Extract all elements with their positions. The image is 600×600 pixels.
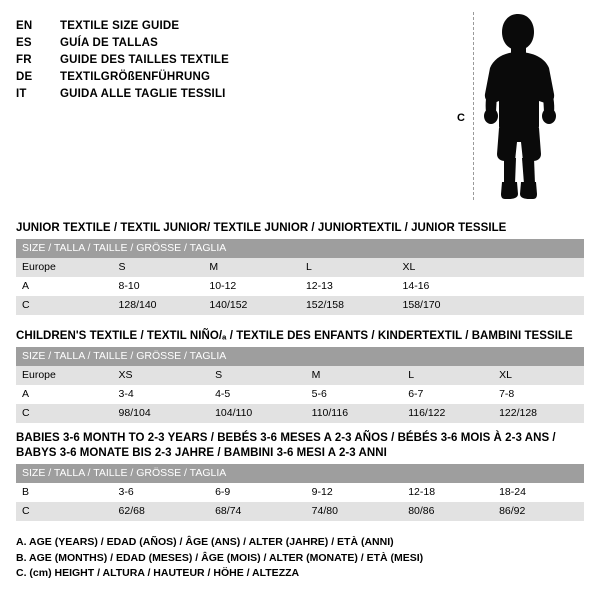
cell-value: 12-13 <box>300 277 397 296</box>
table-row <box>16 277 584 296</box>
cell-value: 122/128 <box>493 404 584 423</box>
column-label: S <box>209 366 306 385</box>
table-row <box>16 404 584 423</box>
cell-value: 80/86 <box>402 502 493 521</box>
language-code: DE <box>16 71 33 83</box>
language-code: ES <box>16 37 32 49</box>
cell-value: 152/158 <box>300 296 397 315</box>
section-babies-textile <box>16 431 584 521</box>
layout-spacer <box>16 423 584 431</box>
cell-value: 14-16 <box>397 277 494 296</box>
language-code: EN <box>16 20 33 32</box>
column-label: Europe <box>16 366 113 385</box>
column-label <box>493 258 584 277</box>
cell-value: 12-18 <box>402 483 493 502</box>
height-measure-label: C <box>457 112 465 124</box>
child-figure-illustration <box>455 8 595 204</box>
section-childrens-textile <box>16 329 584 423</box>
language-text: GUIDA ALLE TAGLIE TESSILI <box>60 88 226 100</box>
cell-value: 128/140 <box>113 296 204 315</box>
cell-value: 110/116 <box>306 404 403 423</box>
table-row <box>16 296 584 315</box>
child-silhouette-icon <box>475 8 585 204</box>
cell-value: 74/80 <box>306 502 403 521</box>
cell-value: 3-6 <box>113 483 210 502</box>
cell-value: 68/74 <box>209 502 306 521</box>
table-row <box>16 366 584 385</box>
row-label: C <box>16 296 113 315</box>
column-label: L <box>300 258 397 277</box>
legend-block <box>16 535 584 582</box>
language-text: TEXTILE SIZE GUIDE <box>60 20 180 32</box>
cell-value: 104/110 <box>209 404 306 423</box>
column-label: L <box>402 366 493 385</box>
section-title: JUNIOR TEXTILE / TEXTIL JUNIOR/ TEXTILE JUNIOR / JUNIORTEXTIL / JUNIOR TESSILE <box>16 222 507 234</box>
row-label: C <box>16 404 113 423</box>
column-label: XS <box>113 366 210 385</box>
table-header-label: SIZE / TALLA / TAILLE / GRÖSSE / TAGLIA <box>16 347 584 366</box>
row-label: B <box>16 483 113 502</box>
cell-value: 98/104 <box>113 404 210 423</box>
legend-item: B. AGE (MONTHS) / EDAD (MESES) / ÂGE (MOIS) / ALTER (MONATE) / ETÀ (MESI) <box>16 551 424 564</box>
column-label: S <box>113 258 204 277</box>
cell-value: 9-12 <box>306 483 403 502</box>
cell-value: 18-24 <box>493 483 584 502</box>
cell-value: 62/68 <box>113 502 210 521</box>
cell-value: 116/122 <box>402 404 493 423</box>
row-label: A <box>16 385 113 404</box>
language-code: IT <box>16 88 27 100</box>
table-header-row <box>16 239 584 258</box>
column-label: M <box>306 366 403 385</box>
legend-item: A. AGE (YEARS) / EDAD (AÑOS) / ÂGE (ANS) / ALTER (JAHRE) / ETÀ (ANNI) <box>16 536 394 548</box>
layout-spacer <box>16 315 584 329</box>
table-header-label: SIZE / TALLA / TAILLE / GRÖSSE / TAGLIA <box>16 464 584 483</box>
table-header-row <box>16 464 584 483</box>
children-size-table <box>16 347 584 423</box>
language-text: TEXTILGRÖßENFÜHRUNG <box>60 71 211 83</box>
table-header-label: SIZE / TALLA / TAILLE / GRÖSSE / TAGLIA <box>16 239 584 258</box>
language-code: FR <box>16 54 32 66</box>
table-row <box>16 385 584 404</box>
section-title: BABIES 3-6 MONTH TO 2-3 YEARS / BEBÉS 3-6 MESES A 2-3 AÑOS / BÉBÉS 3-6 MOIS À 2-3 ANS / BABYS 3-6 MONATE BIS 2-3 JAHRE / BAMBINI 3-6 MESI A 2-3 ANNI <box>16 432 556 459</box>
table-row <box>16 258 584 277</box>
cell-value: 5-6 <box>306 385 403 404</box>
language-text: GUIDE DES TAILLES TEXTILE <box>60 54 229 66</box>
height-measure-line <box>473 12 474 200</box>
section-title: CHILDREN'S TEXTILE / TEXTIL NIÑO/ₐ / TEXTILE DES ENFANTS / KINDERTEXTIL / BAMBINI TESSILE <box>16 330 573 342</box>
cell-value: 6-7 <box>402 385 493 404</box>
cell-value: 8-10 <box>113 277 204 296</box>
cell-value: 3-4 <box>113 385 210 404</box>
babies-size-table <box>16 464 584 521</box>
cell-value: 140/152 <box>203 296 300 315</box>
cell-value <box>493 296 584 315</box>
cell-value <box>493 277 584 296</box>
table-row <box>16 483 584 502</box>
row-label: C <box>16 502 113 521</box>
cell-value: 10-12 <box>203 277 300 296</box>
column-label: XL <box>493 366 584 385</box>
language-text: GUÍA DE TALLAS <box>60 37 158 49</box>
cell-value: 7-8 <box>493 385 584 404</box>
legend-item: C. (cm) HEIGHT / ALTURA / HAUTEUR / HÖHE / ALTEZZA <box>16 567 300 579</box>
section-junior-textile <box>16 221 584 315</box>
row-label: A <box>16 277 113 296</box>
cell-value: 6-9 <box>209 483 306 502</box>
cell-value: 86/92 <box>493 502 584 521</box>
column-label: Europe <box>16 258 113 277</box>
column-label: M <box>203 258 300 277</box>
cell-value: 4-5 <box>209 385 306 404</box>
table-header-row <box>16 347 584 366</box>
table-row <box>16 502 584 521</box>
junior-size-table <box>16 239 584 315</box>
cell-value: 158/170 <box>397 296 494 315</box>
column-label: XL <box>397 258 494 277</box>
